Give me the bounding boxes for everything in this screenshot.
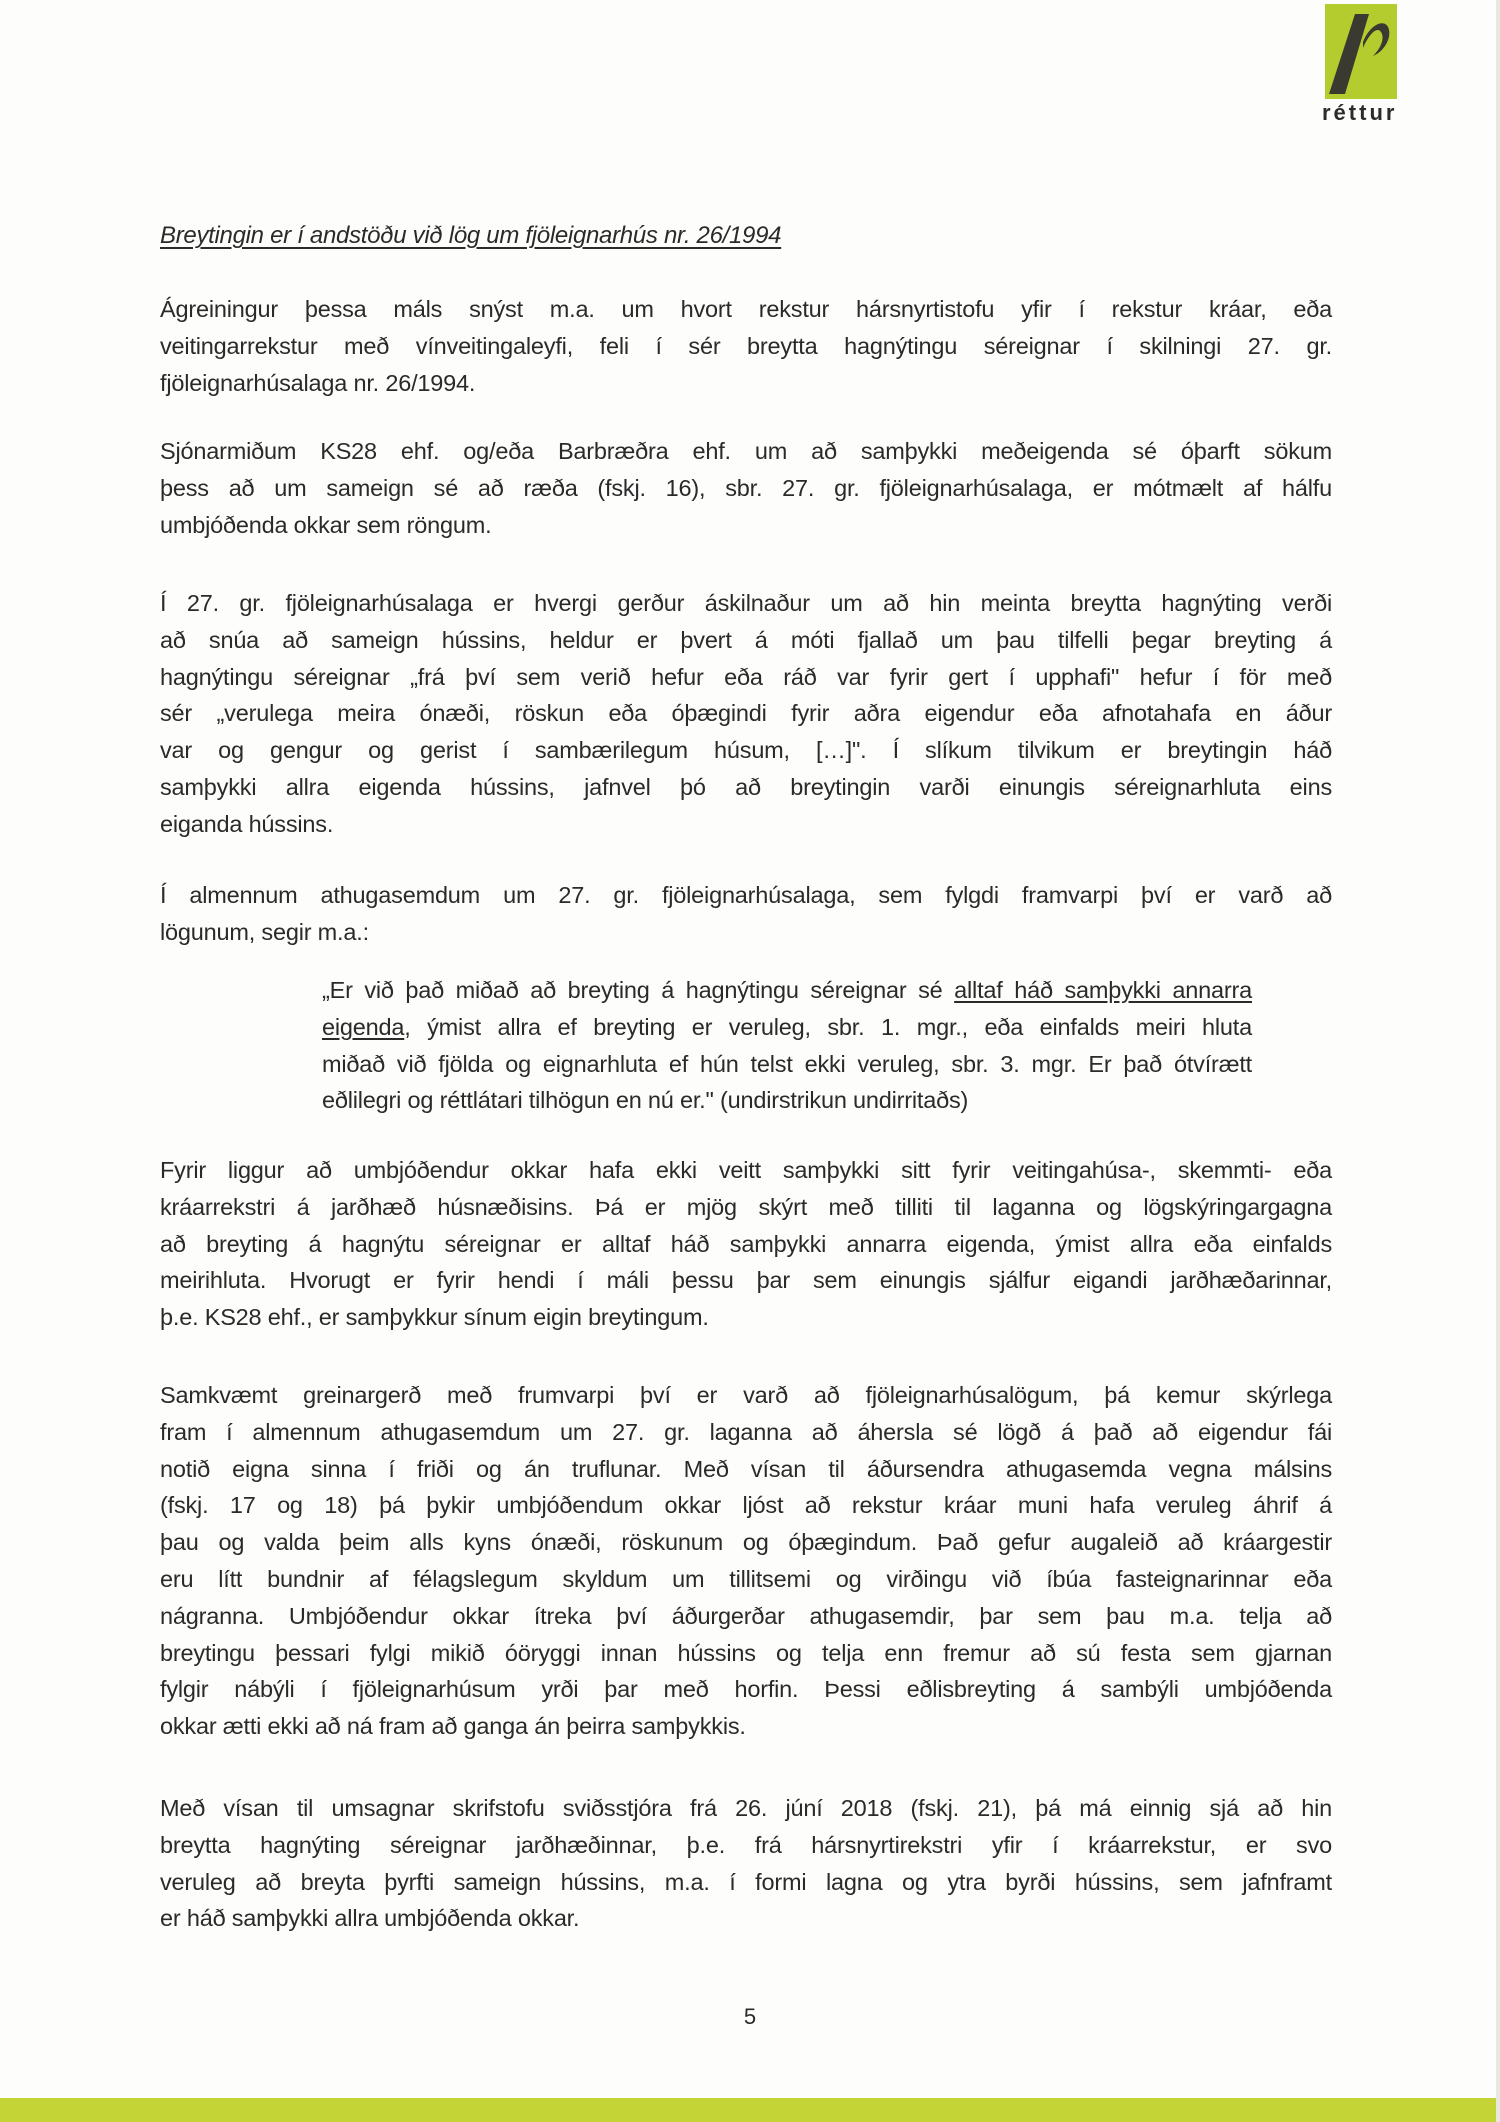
text-line: fram í almennum athugasemdum um 27. gr. laganna að áhersla sé lögð á það að eigendur fái (160, 1418, 1332, 1445)
text-line: Fyrir liggur að umbjóðendur okkar hafa ekki veitt samþykki sitt fyrir veitingahúsa-, skemmti- eða (160, 1157, 1332, 1183)
paragraph (160, 585, 1332, 843)
text-line: að snúa að sameign hússins, heldur er þvert á móti fjallað um þau tilfelli þegar breyting á (160, 626, 1332, 653)
text-line: samþykki allra eigenda hússins, jafnvel þó að breytingin varði einungis séreignarhluta eins (160, 773, 1332, 800)
text-line: fjöleignarhúsalaga nr. 26/1994. (160, 369, 476, 396)
rettur-logo (1325, 4, 1397, 99)
text-line: (fskj. 17 og 18) þá þykir umbjóðendum okkar ljóst að rekstur kráar muni hafa veruleg áhrif á (160, 1492, 1332, 1519)
text-line: umbjóðenda okkar sem röngum. (160, 511, 492, 538)
text-line: notið eigna sinna í friði og án truflunar. Með vísan til áðursendra athugasemda vegna málsins (160, 1455, 1332, 1482)
underlined-text: alltaf háð samþykki annarra (954, 977, 1252, 1003)
scan-edge (1496, 0, 1500, 2122)
text-line: nágranna. Umbjóðendur okkar ítreka því áðurgerðar athugasemdir, þar sem þau m.a. telja að (160, 1602, 1332, 1629)
paragraph (160, 1790, 1332, 1937)
section-heading: Breytingin er í andstöðu við lög um fjöleignarhús nr. 26/1994 (160, 222, 782, 249)
rettur-logo-mark-icon (1325, 4, 1397, 99)
text-line: eru lítt bundnir af félagslegum skyldum um tillitsemi og virðingu við íbúa fasteignarinnar eða (160, 1565, 1332, 1592)
text-segment: , ýmist allra ef breyting er veruleg, sbr. 1. mgr., eða einfalds meiri hluta (404, 1013, 1252, 1040)
text-line: hagnýtingu séreignar „frá því sem verið hefur eða ráð var fyrir gert í upphafi" hefur í för með (160, 663, 1332, 690)
text-line: eiganda hússins. (160, 810, 334, 837)
text-segment: „Er við það miðað að breyting á hagnýtingu séreignar sé (322, 977, 955, 1003)
page-number: 5 (743, 2004, 757, 2029)
text-line: þau og valda þeim alls kyns ónæði, röskunum og óþægindum. Það gefur augaleið að kráargestir (160, 1529, 1332, 1556)
footer-stripe (0, 2098, 1500, 2122)
text-line: Ágreiningur þessa máls snýst m.a. um hvort rekstur hársnyrtistofu yfir í rekstur kráar, eða (160, 296, 1332, 322)
text-line: Í 27. gr. fjöleignarhúsalaga er hvergi gerður áskilnaður um að hin meinta breytta hagnýting verði (160, 590, 1332, 616)
paragraph (160, 291, 1332, 401)
text-line: veruleg að breyta þyrfti sameign hússins, m.a. í formi lagna og ytra byrði hússins, sem jafnframt (160, 1868, 1332, 1895)
text-line: Sjónarmiðum KS28 ehf. og/eða Barbræðra ehf. um að samþykki meðeigenda sé óþarft sökum (160, 438, 1332, 464)
block-quote (322, 972, 1252, 1119)
text-line: kráarrekstri á jarðhæð húsnæðisins. Þá er mjög skýrt með tilliti til laganna og lögskýringargagna (160, 1193, 1332, 1220)
text-line (322, 972, 1252, 1009)
text-line: fylgir nábýli í fjöleignarhúsum yrði þar með horfin. Þessi eðlisbreyting á sambýli umbjóðenda (160, 1676, 1332, 1703)
paragraph (160, 877, 1332, 951)
text-line: breytta hagnýting séreignar jarðhæðinnar, þ.e. frá hársnyrtirekstri yfir í kráarrekstur, er svo (160, 1831, 1332, 1858)
text-line: Samkvæmt greinargerð með frumvarpi því er varð að fjöleignarhúsalögum, þá kemur skýrlega (160, 1382, 1332, 1408)
logo-wordmark: réttur (1322, 100, 1398, 125)
paragraph (160, 433, 1332, 543)
text-line: þ.e. KS28 ehf., er samþykkur sínum eigin breytingum. (160, 1304, 709, 1331)
text-line: miðað við fjölda og eignarhluta ef hún telst ekki veruleg, sbr. 3. mgr. Er það ótvírætt (322, 1050, 1252, 1077)
text-line: er háð samþykki allra umbjóðenda okkar. (160, 1905, 580, 1932)
text-line: meirihluta. Hvorugt er fyrir hendi í máli þessu þar sem einungis sjálfur eigandi jarðhæðarinnar, (160, 1267, 1332, 1294)
text-line: lögunum, segir m.a.: (160, 918, 369, 945)
text-line (322, 1009, 1252, 1046)
text-line: Í almennum athugasemdum um 27. gr. fjöleignarhúsalaga, sem fylgdi framvarpi því er varð að (160, 882, 1332, 908)
text-line: veitingarrekstur með vínveitingaleyfi, feli í sér breytta hagnýtingu séreignar í skilningi 27. gr. (160, 332, 1332, 359)
text-line: okkar ætti ekki að ná fram að ganga án þeirra samþykkis. (160, 1713, 746, 1740)
text-line: eðlilegri og réttlátari tilhögun en nú er." (undirstrikun undirritaðs) (322, 1087, 969, 1114)
text-line: sér „verulega meira ónæði, röskun eða óþægindi fyrir aðra eigendur eða afnotahafa en áður (160, 700, 1332, 727)
text-line: Með vísan til umsagnar skrifstofu sviðsstjóra frá 26. júní 2018 (fskj. 21), þá má einnig sjá að hin (160, 1795, 1332, 1821)
text-line: þess að um sameign sé að ræða (fskj. 16), sbr. 27. gr. fjöleignarhúsalaga, er mótmælt af hálfu (160, 474, 1332, 501)
paragraph (160, 1377, 1332, 1745)
text-line: að breyting á hagnýtu séreignar er alltaf háð samþykki annarra eigenda, ýmist allra eða einfalds (160, 1230, 1332, 1257)
paragraph (160, 1152, 1332, 1336)
text-line: breytingu þessari fylgi mikið óöryggi innan hússins og telja enn fremur að sú festa sem gjarnan (160, 1639, 1332, 1666)
text-line: var og gengur og gerist í sambærilegum húsum, […]". Í slíkum tilvikum er breytingin háð (160, 737, 1332, 764)
underlined-text: eigenda (322, 1013, 405, 1040)
